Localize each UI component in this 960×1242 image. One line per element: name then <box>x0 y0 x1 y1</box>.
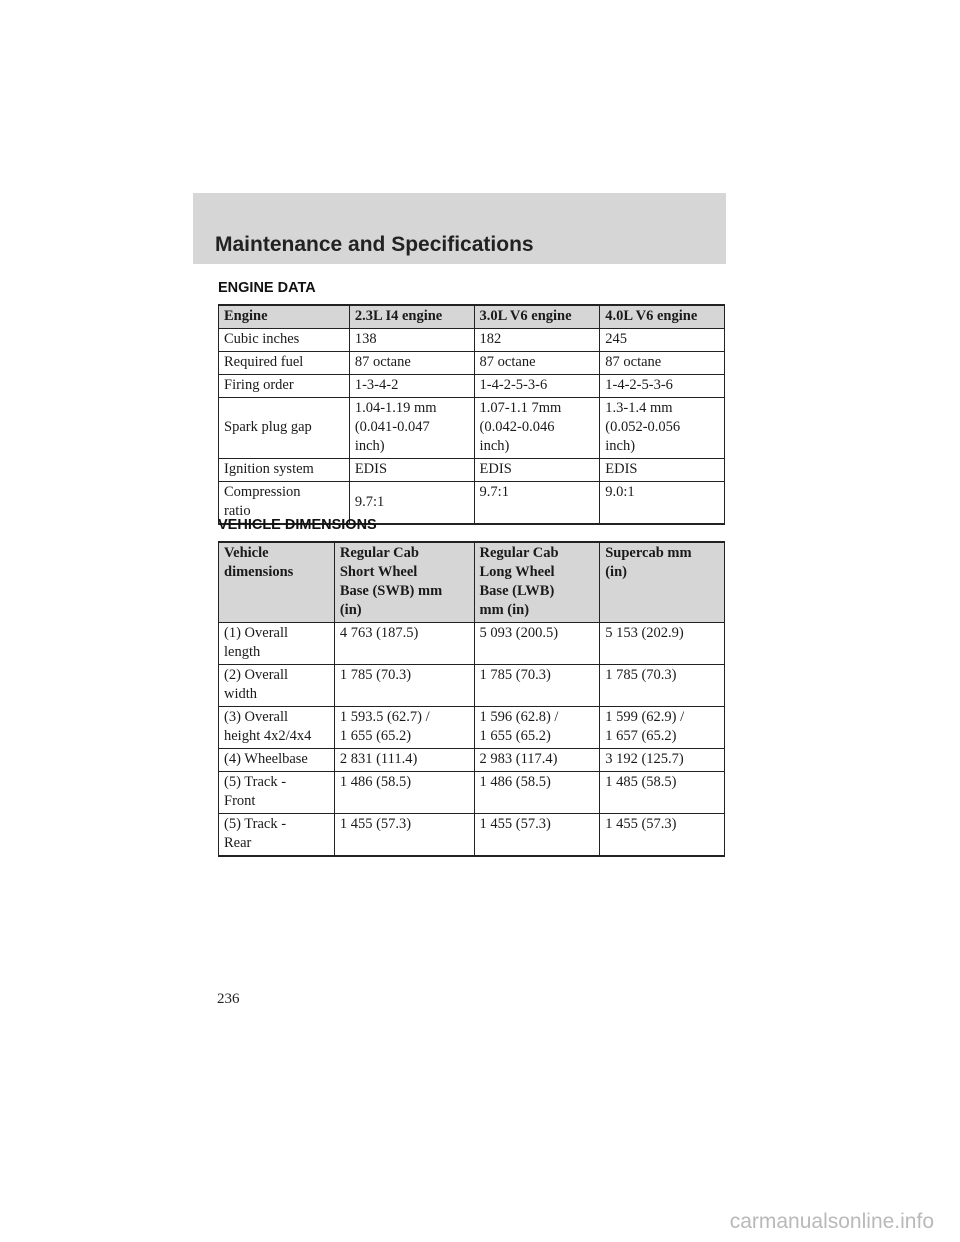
engine-row-label: Firing order <box>219 375 350 398</box>
dims-cell: 1 785 (70.3) <box>600 665 725 707</box>
dims-cell: 4 763 (187.5) <box>334 623 474 665</box>
engine-cell: 138 <box>349 329 474 352</box>
dims-table-row <box>219 623 725 665</box>
engine-table-row <box>219 352 725 375</box>
engine-cell: 245 <box>600 329 725 352</box>
dims-table-row <box>219 814 725 857</box>
engine-header-cell: Engine <box>219 305 350 329</box>
engine-cell: 9.7:1 <box>349 482 474 525</box>
engine-row-label: Required fuel <box>219 352 350 375</box>
dims-cell: 1 785 (70.3) <box>334 665 474 707</box>
engine-cell: 1.07-1.1 7mm (0.042-0.046 inch) <box>474 398 600 459</box>
engine-table-row <box>219 375 725 398</box>
engine-table-row <box>219 329 725 352</box>
vehicle-dimensions-table <box>218 541 725 857</box>
engine-cell: 9.0:1 <box>600 482 725 525</box>
dims-table-header-row <box>219 542 725 623</box>
engine-cell: 9.7:1 <box>474 482 600 525</box>
dims-row-label: (5) Track - Rear <box>219 814 335 857</box>
dims-cell: 2 831 (111.4) <box>334 749 474 772</box>
dims-table-row <box>219 707 725 749</box>
engine-cell: EDIS <box>349 459 474 482</box>
engine-cell: 182 <box>474 329 600 352</box>
engine-cell: 1.04-1.19 mm (0.041-0.047 inch) <box>349 398 474 459</box>
section-header-title: Maintenance and Specifications <box>215 233 534 256</box>
engine-data-table <box>218 304 725 525</box>
engine-cell: EDIS <box>600 459 725 482</box>
dims-cell: 1 593.5 (62.7) / 1 655 (65.2) <box>334 707 474 749</box>
watermark-text: carmanualsonline.info <box>729 1210 934 1233</box>
engine-row-label: Cubic inches <box>219 329 350 352</box>
engine-cell: 87 octane <box>600 352 725 375</box>
engine-cell: 1-4-2-5-3-6 <box>474 375 600 398</box>
dims-cell: 1 455 (57.3) <box>334 814 474 857</box>
vehicle-dimensions-title: VEHICLE DIMENSIONS <box>218 517 377 533</box>
engine-cell: 1-4-2-5-3-6 <box>600 375 725 398</box>
engine-cell: 87 octane <box>474 352 600 375</box>
engine-row-label: Spark plug gap <box>219 398 350 459</box>
dims-cell: 5 093 (200.5) <box>474 623 600 665</box>
dims-cell: 1 599 (62.9) / 1 657 (65.2) <box>600 707 725 749</box>
dims-header-cell: Supercab mm (in) <box>600 542 725 623</box>
engine-data-title: ENGINE DATA <box>218 280 316 296</box>
dims-cell: 1 596 (62.8) / 1 655 (65.2) <box>474 707 600 749</box>
section-header-band <box>193 193 726 264</box>
engine-table-row <box>219 459 725 482</box>
dims-header-cell: Regular Cab Short Wheel Base (SWB) mm (in) <box>334 542 474 623</box>
dims-cell: 1 486 (58.5) <box>334 772 474 814</box>
dims-row-label: (1) Overall length <box>219 623 335 665</box>
dims-cell: 2 983 (117.4) <box>474 749 600 772</box>
engine-cell: EDIS <box>474 459 600 482</box>
dims-row-label: (2) Overall width <box>219 665 335 707</box>
engine-cell: 1.3-1.4 mm (0.052-0.056 inch) <box>600 398 725 459</box>
engine-row-label: Ignition system <box>219 459 350 482</box>
dims-cell: 3 192 (125.7) <box>600 749 725 772</box>
engine-header-cell: 4.0L V6 engine <box>600 305 725 329</box>
dims-table-row <box>219 665 725 707</box>
dims-row-label: (4) Wheelbase <box>219 749 335 772</box>
dims-cell: 1 455 (57.3) <box>600 814 725 857</box>
dims-row-label: (3) Overall height 4x2/4x4 <box>219 707 335 749</box>
dims-cell: 1 486 (58.5) <box>474 772 600 814</box>
dims-header-cell: Vehicle dimensions <box>219 542 335 623</box>
engine-header-cell: 2.3L I4 engine <box>349 305 474 329</box>
dims-cell: 1 785 (70.3) <box>474 665 600 707</box>
dims-cell: 1 485 (58.5) <box>600 772 725 814</box>
dims-cell: 5 153 (202.9) <box>600 623 725 665</box>
dims-table-row <box>219 772 725 814</box>
dims-row-label: (5) Track - Front <box>219 772 335 814</box>
dims-table-row <box>219 749 725 772</box>
engine-table-row <box>219 398 725 459</box>
dims-header-cell: Regular Cab Long Wheel Base (LWB) mm (in) <box>474 542 600 623</box>
page-number: 236 <box>217 991 240 1007</box>
engine-header-cell: 3.0L V6 engine <box>474 305 600 329</box>
engine-table-header-row <box>219 305 725 329</box>
engine-row-label: Compression ratio <box>219 482 350 525</box>
engine-cell: 87 octane <box>349 352 474 375</box>
engine-cell: 1-3-4-2 <box>349 375 474 398</box>
dims-cell: 1 455 (57.3) <box>474 814 600 857</box>
